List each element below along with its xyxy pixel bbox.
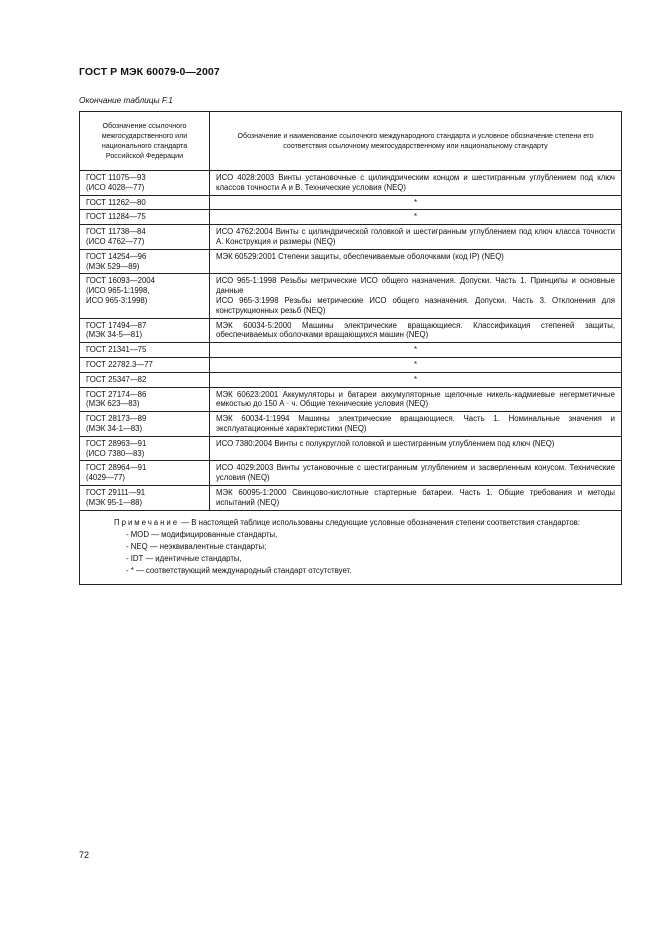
international-standard-text: ИСО 965-3:1998 Резьбы метрические ИСО общего назначения. Допуски. Часть 3. Отклонения для конструкционных резьб (NEQ) [216, 295, 615, 315]
note-paragraph [88, 517, 615, 528]
international-standard-cell: ИСО 4762:2004 Винты с цилиндрической головкой и шестигранным углублением под ключ класса точности А. Конструкция и размеры (NEQ) [210, 225, 622, 250]
table-caption: Окончание таблицы F.1 [79, 95, 173, 105]
national-standard-designation: ГОСТ 11738—84 [86, 227, 146, 237]
international-standard-cell: ИСО 7380:2004 Винты с полукруглой головкой и шестигранным углублением под ключ (NEQ) [210, 436, 622, 461]
table-row [80, 225, 622, 250]
table-row [80, 387, 622, 412]
international-standard-cell: * [210, 343, 622, 358]
national-standard-cell [80, 225, 210, 250]
column-header-international-standard: Обозначение и наименование ссылочного международного стандарта и условное обозначение степени его соответствия ссылочному межгосударственному или национальному стандарту [210, 112, 622, 171]
table-row [80, 274, 622, 318]
national-standard-designation: (4029—77) [86, 473, 126, 483]
page-number: 72 [79, 850, 90, 860]
national-standard-designation: ГОСТ 11262—80 [86, 197, 146, 207]
international-standard-cell: МЭК 60529:2001 Степени защиты, обеспечиваемые оболочками (код IP) (NEQ) [210, 249, 622, 274]
column-header-national-standard: Обозначение ссылочного межгосударственного или национального стандарта Российской Федерации [80, 112, 210, 171]
note-label: Примечание [114, 517, 180, 527]
national-standard-cell [80, 357, 210, 372]
national-standard-cell [80, 372, 210, 387]
note-item: - NEQ — неэквивалентные стандарты; [126, 541, 267, 551]
national-standard-designation: ГОСТ 28173—89 [86, 414, 147, 424]
international-standard-cell: МЭК 60623:2001 Аккумуляторы и батареи аккумуляторные щелочные никель-кадмиевые негерметичные емкостью до 150 А · ч. Общие технические условия (NEQ) [210, 387, 622, 412]
national-standard-designation: ГОСТ 22782.3—77 [86, 359, 153, 369]
international-standard-cell: ИСО 4029:2003 Винты установочные с шестигранным углублением и засверленным конусом. Технические условия (NEQ) [210, 461, 622, 486]
national-standard-designation: ГОСТ 17494—87 [86, 320, 147, 330]
note-text: — В настоящей таблице использованы следующие условные обозначения степени соответствия стандартов: [181, 517, 580, 527]
national-standard-cell [80, 318, 210, 343]
national-standard-designation: ГОСТ 27174—86 [86, 389, 147, 399]
national-standard-cell [80, 436, 210, 461]
national-standard-cell [80, 412, 210, 437]
table-row [80, 485, 622, 510]
table-row [80, 372, 622, 387]
national-standard-designation: ГОСТ 28963—91 [86, 438, 147, 448]
national-standard-cell [80, 485, 210, 510]
national-standard-designation: ГОСТ 11284—75 [86, 212, 146, 222]
national-standard-designation: ГОСТ 16093—2004 [86, 276, 155, 286]
national-standard-designation: (МЭК 529—89) [86, 261, 140, 271]
table-row [80, 195, 622, 210]
note-item: - MOD — модифицированные стандарты, [126, 529, 278, 539]
national-standard-designation: ГОСТ 25347—82 [86, 374, 147, 384]
note-cell [80, 510, 622, 584]
table-row [80, 318, 622, 343]
national-standard-cell [80, 274, 210, 318]
national-standard-designation: ГОСТ 11075—93 [86, 173, 146, 182]
document-title: ГОСТ Р МЭК 60079-0—2007 [79, 66, 220, 78]
national-standard-designation: ГОСТ 21341—75 [86, 345, 147, 355]
national-standard-designation: ГОСТ 28964—91 [86, 463, 147, 473]
international-standard-cell: МЭК 60034-5:2000 Машины электрические вращающиеся. Классификация степеней защиты, обеспечиваемых оболочками вращающихся машин (NEQ) [210, 318, 622, 343]
international-standard-cell: МЭК 60034-1:1994 Машины электрические вращающиеся. Часть 1. Номинальные значения и эксплуатационные характеристики (NEQ) [210, 412, 622, 437]
national-standard-cell [80, 249, 210, 274]
national-standard-designation: (МЭК 623—83) [86, 399, 140, 409]
national-standard-cell [80, 210, 210, 225]
table-row [80, 171, 622, 196]
table-row [80, 357, 622, 372]
national-standard-cell [80, 195, 210, 210]
national-standard-designation: (МЭК 34-5—81) [86, 330, 143, 340]
international-standard-cell: ИСО 4028:2003 Винты установочные с цилиндрическим концом и шестигранным углублением под ключ классов точности А и В. Технические условия (NEQ) [210, 171, 622, 196]
international-standard-cell: МЭК 60095-1:2000 Свинцово-кислотные стартерные батареи. Часть 1. Общие требования и методы испытаний (NEQ) [210, 485, 622, 510]
note-row [80, 510, 622, 584]
national-standard-cell [80, 343, 210, 358]
national-standard-designation: ИСО 965-3:1998) [86, 295, 148, 305]
international-standard-cell: * [210, 195, 622, 210]
national-standard-designation: ГОСТ 29111—91 [86, 487, 146, 497]
table-row [80, 210, 622, 225]
national-standard-designation: (ИСО 4028—77) [86, 182, 145, 192]
national-standard-designation: (ИСО 4762—77) [86, 236, 145, 246]
note-item: - * — соответствующий международный стандарт отсутствует. [126, 565, 352, 575]
international-standard-cell: * [210, 210, 622, 225]
reference-standards-table [79, 111, 622, 585]
table-row [80, 343, 622, 358]
table-header-row [80, 112, 622, 171]
national-standard-designation: (ИСО 7380—83) [86, 448, 145, 458]
national-standard-cell [80, 171, 210, 196]
national-standard-cell [80, 461, 210, 486]
international-standard-cell: * [210, 357, 622, 372]
table-row [80, 436, 622, 461]
table-row [80, 412, 622, 437]
table-row [80, 249, 622, 274]
international-standard-text: ИСО 965-1:1998 Резьбы метрические ИСО общего назначения. Допуски. Часть 1. Принципы и основные данные [216, 276, 615, 296]
national-standard-designation: (МЭК 95-1—88) [86, 497, 143, 507]
international-standard-cell [210, 274, 622, 318]
note-item: - IDT — идентичные стандарты, [126, 553, 242, 563]
national-standard-designation: (ИСО 965-1:1998, [86, 286, 150, 296]
international-standard-cell: * [210, 372, 622, 387]
table-row [80, 461, 622, 486]
national-standard-cell [80, 387, 210, 412]
national-standard-designation: ГОСТ 14254—96 [86, 251, 147, 261]
national-standard-designation: (МЭК 34-1—83) [86, 423, 143, 433]
